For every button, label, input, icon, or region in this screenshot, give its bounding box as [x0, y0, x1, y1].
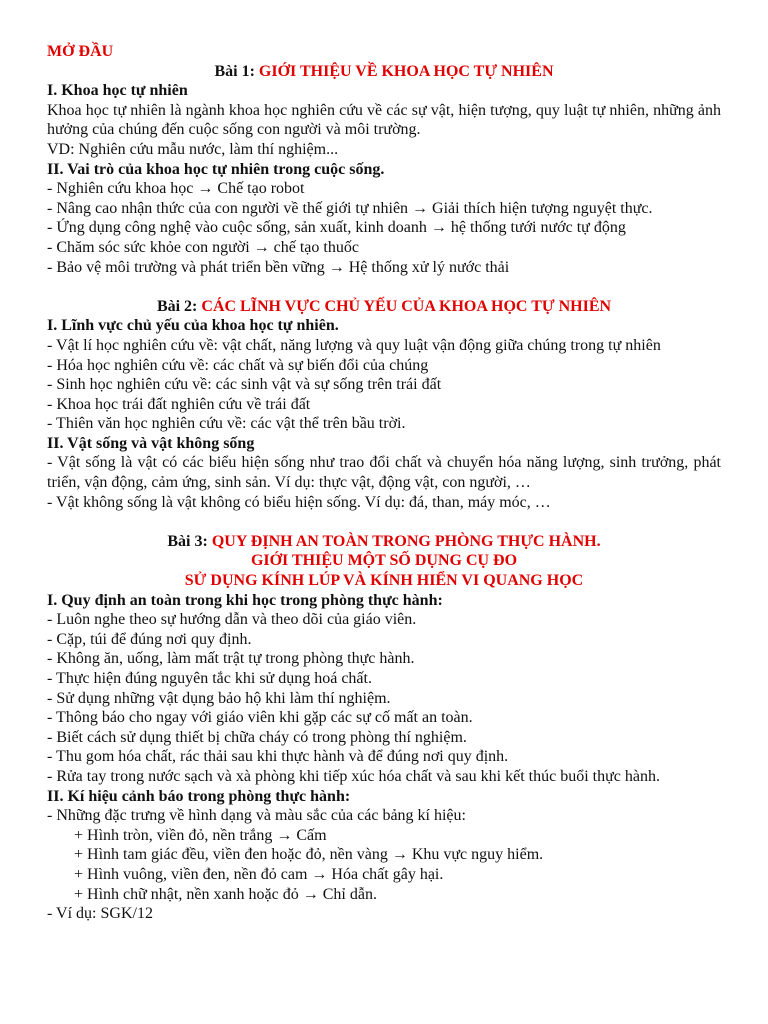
lesson-2-number: Bài 2: — [156, 297, 198, 315]
sub-list-item: + Hình vuông, viền đen, nền đỏ cam → Hóa chất gây hại. — [74, 865, 444, 883]
intro-title: MỞ ĐẦU — [47, 43, 114, 60]
list-item: - Cặp, túi để đúng nơi quy định. — [47, 630, 252, 648]
lesson-2-title — [47, 297, 721, 317]
list-item: - Thiên văn học nghiên cứu về: các vật thể trên bầu trời. — [47, 415, 406, 433]
sub-list-item: + Hình tam giác đều, viền đen hoặc đỏ, nền vàng → Khu vực nguy hiểm. — [74, 846, 544, 864]
list-item: - Nghiên cứu khoa học → Chế tạo robot — [47, 180, 305, 198]
list-item: - Sinh học nghiên cứu về: các sinh vật và sự sống trên trái đất — [47, 376, 442, 394]
list-item: - Hóa học nghiên cứu về: các chất và sự biến đổi của chúng — [47, 356, 429, 374]
list-item: - Ví dụ: SGK/12 — [47, 905, 153, 923]
spacer — [47, 277, 721, 297]
list-item: - Vật sống là vật có các biểu hiện sống như trao đổi chất và chuyển hóa năng lượng, sinh trưởng, phát triển, vận động, cảm ứng, sinh sản. Ví dụ: thực vật, động vật, con người, … — [47, 454, 721, 492]
list-item: - Bảo vệ môi trường và phát triển bền vững → Hệ thống xử lý nước thải — [47, 258, 510, 276]
section-heading: II. Vai trò của khoa học tự nhiên trong cuộc sống. — [47, 160, 385, 178]
paragraph: VD: Nghiên cứu mẫu nước, làm thí nghiệm... — [47, 140, 339, 158]
list-item: - Thực hiện đúng nguyên tắc khi sử dụng hoá chất. — [47, 670, 372, 687]
list-item: - Vật lí học nghiên cứu về: vật chất, năng lượng và quy luật vận động giữa chúng trong tự nhiên — [47, 336, 661, 354]
list-item: - Không ăn, uống, làm mất trật tự trong phòng thực hành. — [47, 650, 415, 668]
lesson-3-number: Bài 3: — [167, 532, 208, 550]
lesson-3-name-line-2: GIỚI THIỆU MỘT SỐ DỤNG CỤ ĐO — [250, 552, 518, 570]
lesson-1-number: Bài 1: — [214, 62, 255, 80]
section-heading: II. Vật sống và vật không sống — [47, 434, 255, 452]
list-item: - Biết cách sử dụng thiết bị chữa cháy có trong phòng thí nghiệm. — [47, 728, 467, 746]
list-item: - Vật không sống là vật không có biểu hiện sống. Ví dụ: đá, than, máy móc, … — [47, 493, 551, 511]
list-item: - Chăm sóc sức khỏe con người → chế tạo thuốc — [47, 238, 359, 256]
lesson-1-title — [47, 62, 721, 82]
list-item: - Luôn nghe theo sự hướng dẫn và theo dõi của giáo viên. — [47, 611, 417, 629]
lesson-3-name-line-3: SỬ DỤNG KÍNH LÚP VÀ KÍNH HIỂN VI QUANG HỌC — [184, 572, 584, 590]
list-item: - Những đặc trưng về hình dạng và màu sắc của các bảng kí hiệu: — [47, 807, 466, 825]
sub-list-item: + Hình tròn, viền đỏ, nền trắng → Cấm — [74, 826, 327, 844]
list-item: - Thông báo cho ngay với giáo viên khi gặp các sự cố mất an toàn. — [47, 709, 473, 727]
lesson-3-name-line-1: QUY ĐỊNH AN TOÀN TRONG PHÒNG THỰC HÀNH. — [211, 532, 601, 550]
section-heading: II. Kí hiệu cảnh báo trong phòng thực hành: — [47, 787, 351, 805]
list-item: - Rửa tay trong nước sạch và xà phòng khi tiếp xúc hóa chất và sau khi kết thúc buổi thực hành. — [47, 767, 660, 785]
section-heading: I. Lĩnh vực chủ yếu của khoa học tự nhiên. — [47, 317, 339, 335]
lesson-3-title — [47, 532, 721, 552]
list-item: - Ứng dụng công nghệ vào cuộc sống, sản xuất, kinh doanh → hệ thống tưới nước tự động — [47, 219, 626, 237]
list-item: - Khoa học trái đất nghiên cứu về trái đất — [47, 395, 311, 413]
section-heading: I. Khoa học tự nhiên — [47, 82, 188, 100]
spacer — [47, 512, 721, 532]
list-item: - Sử dụng những vật dụng bảo hộ khi làm thí nghiệm. — [47, 689, 391, 707]
section-heading: I. Quy định an toàn trong khi học trong phòng thực hành: — [47, 591, 443, 609]
sub-list-item: + Hình chữ nhật, nền xanh hoặc đỏ → Chỉ dẫn. — [74, 885, 377, 903]
list-item: - Nâng cao nhận thức của con người về thế giới tự nhiên → Giải thích hiện tượng nguyệt thực. — [47, 199, 653, 217]
lesson-2-name: CÁC LĨNH VỰC CHỦ YẾU CỦA KHOA HỌC TỰ NHIÊN — [201, 297, 612, 315]
list-item: - Thu gom hóa chất, rác thải sau khi thực hành và để đúng nơi quy định. — [47, 748, 509, 766]
paragraph: Khoa học tự nhiên là ngành khoa học nghiên cứu về các sự vật, hiện tượng, quy luật tự nhiên, những ảnh hưởng của chúng đến cuộc sống con người và môi trường. — [47, 101, 721, 139]
lesson-1-name: GIỚI THIỆU VỀ KHOA HỌC TỰ NHIÊN — [258, 62, 554, 80]
